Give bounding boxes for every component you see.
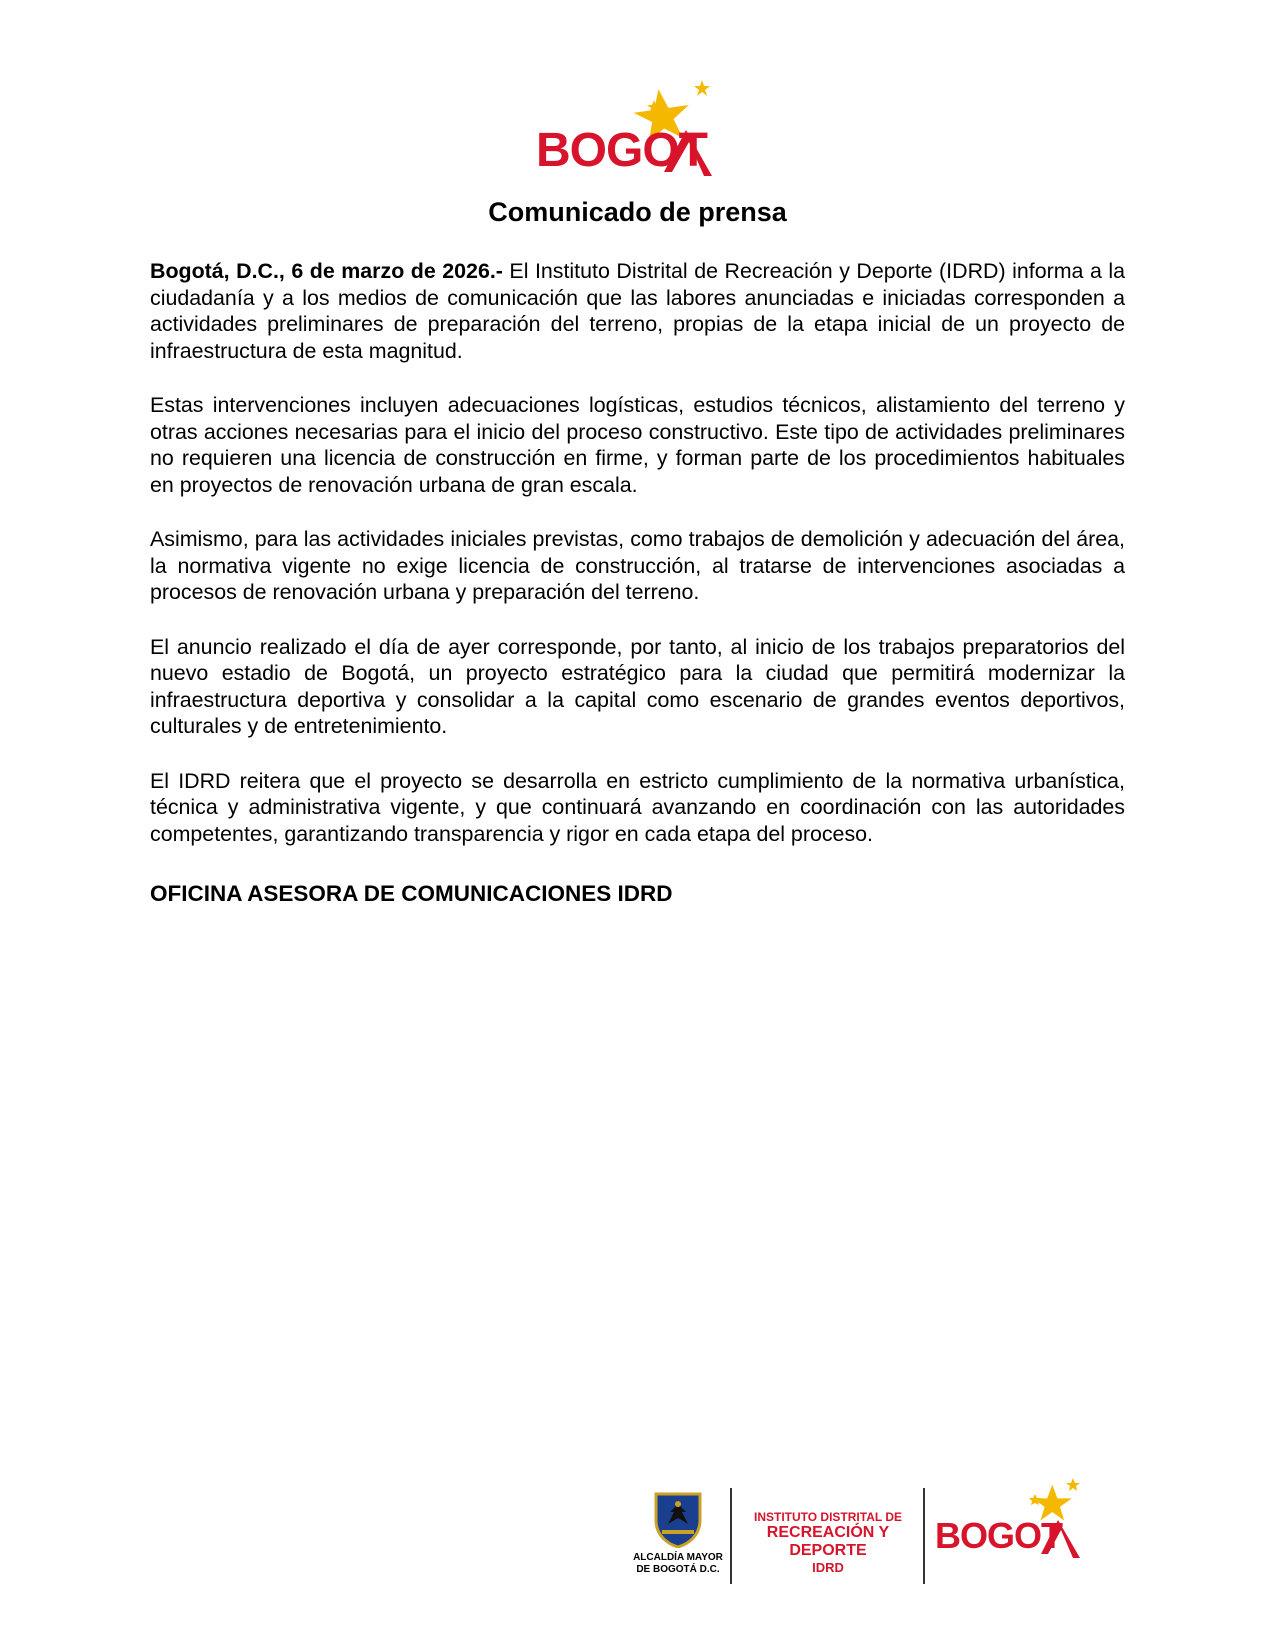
paragraph-2	[150, 392, 1125, 498]
paragraph-4	[150, 634, 1125, 740]
bogota-logo	[536, 80, 746, 185]
paragraph-1	[150, 258, 1125, 364]
crest-caption: ALCALDÍA MAYOR DE BOGOTÁ D.C.	[633, 1552, 723, 1575]
footer-divider	[923, 1488, 925, 1584]
paragraph-text: El IDRD reitera que el proyecto se desarrolla en estricto cumplimiento de la normativa urbanística, técnica y administrativa vigente, y que continuará avanzando en coordinación con las autoridades competentes, garantizando transparencia y rigor en cada etapa del proceso.	[150, 768, 1125, 846]
document-body	[150, 258, 1125, 875]
bogota-footer-logo	[935, 1478, 1095, 1578]
alcaldia-crest	[630, 1490, 726, 1586]
crest-icon	[652, 1490, 704, 1548]
logo-wordmark: BOGOT	[935, 1515, 1062, 1556]
logo-wordmark: BOGOT	[536, 124, 707, 177]
paragraph-text: Estas intervenciones incluyen adecuaciones logísticas, estudios técnicos, alistamiento del terreno y otras acciones necesarias para el inicio del proceso constructivo. Este tipo de actividades preliminares no requieren una licencia de construcción en firme, y forman parte de los procedimientos habituales en proyectos de renovación urbana de gran escala.	[150, 393, 1125, 497]
dateline: Bogotá, D.C., 6 de marzo de 2026.-	[150, 259, 503, 283]
footer-logos	[630, 1478, 1100, 1588]
paragraph-5	[150, 768, 1125, 848]
paragraph-text: Asimismo, para las actividades iniciales previstas, como trabajos de demolición y adecuación del área, la normativa vigente no exige licencia de construcción, al tratarse de intervenciones asociadas a procesos de renovación urbana y preparación del terreno.	[150, 527, 1125, 604]
signature: OFICINA ASESORA DE COMUNICACIONES IDRD	[150, 881, 673, 906]
paragraph-text: El Instituto Distrital de Recreación y Deporte (IDRD) informa a la ciudadanía y a los medios de comunicación que las labores anunciadas e iniciadas corresponden a actividades preliminares de preparación del terreno, propias de la etapa inicial de un proyecto de infraestructura de esta magnitud.	[150, 259, 1126, 363]
idrd-logo: INSTITUTO DISTRITAL DE RECREACIÓN Y DEPORTE IDRD	[753, 1510, 902, 1575]
page-title: Comunicado de prensa	[488, 197, 787, 227]
footer-divider	[730, 1488, 732, 1584]
paragraph-3	[150, 526, 1125, 606]
paragraph-text: El anuncio realizado el día de ayer corresponde, por tanto, al inicio de los trabajos preparatorios del nuevo estadio de Bogotá, un proyecto estratégico para la ciudad que permitirá modernizar la infraestructura deportiva y consolidar a la capital como escenario de grandes eventos deportivos, culturales y de entretenimiento.	[150, 634, 1125, 738]
